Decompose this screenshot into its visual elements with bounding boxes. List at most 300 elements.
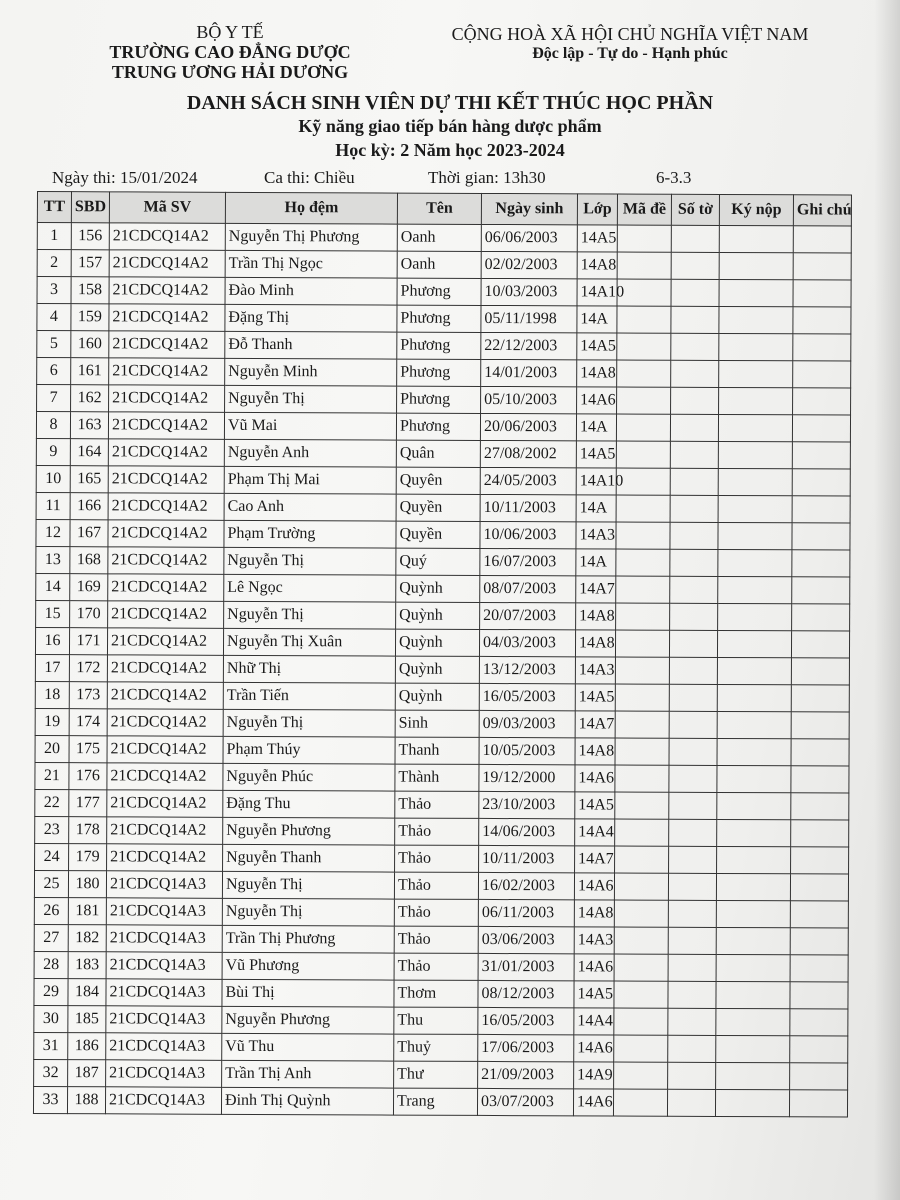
cell-lop: 14A9 xyxy=(574,1062,614,1089)
cell-so-to xyxy=(669,657,717,684)
cell-ghi-chu xyxy=(790,1009,848,1036)
cell-masv: 21CDCQ14A2 xyxy=(107,790,223,818)
cell-ky-nop xyxy=(718,468,792,495)
cell-ngaysinh: 23/10/2003 xyxy=(479,791,575,818)
cell-sbd: 173 xyxy=(69,682,107,709)
ministry-name: BỘ Y TẾ xyxy=(196,22,264,42)
cell-ten: Thơm xyxy=(394,980,478,1007)
cell-sbd: 187 xyxy=(68,1060,106,1087)
cell-so-to xyxy=(669,765,717,792)
cell-ngaysinh: 08/12/2003 xyxy=(478,980,574,1007)
cell-so-to xyxy=(671,225,719,252)
cell-tt: 14 xyxy=(36,573,70,600)
cell-ten: Quỳnh xyxy=(395,656,479,683)
cell-tt: 17 xyxy=(35,654,69,681)
cell-tt: 32 xyxy=(34,1059,68,1086)
cell-ten: Phương xyxy=(397,305,481,332)
cell-ma-de xyxy=(613,1089,667,1116)
cell-ky-nop xyxy=(716,954,790,981)
cell-ten: Thảo xyxy=(394,926,478,953)
cell-masv: 21CDCQ14A3 xyxy=(106,1060,222,1088)
cell-ky-nop xyxy=(716,1008,790,1035)
cell-so-to xyxy=(671,252,719,279)
table-row xyxy=(37,223,851,254)
cell-lop: 14A10 xyxy=(577,279,617,306)
cell-ghi-chu xyxy=(793,334,851,361)
cell-hodem: Trần Thị Anh xyxy=(222,1060,394,1088)
cell-masv: 21CDCQ14A3 xyxy=(106,1006,222,1034)
cell-so-to xyxy=(668,981,716,1008)
cell-so-to xyxy=(669,846,717,873)
cell-ky-nop xyxy=(716,927,790,954)
cell-ma-de xyxy=(614,1062,668,1089)
column-header-ma-sv: Mã SV xyxy=(109,192,225,224)
cell-ngaysinh: 03/07/2003 xyxy=(477,1088,573,1115)
cell-hodem: Nguyễn Thị xyxy=(222,871,394,899)
cell-masv: 21CDCQ14A2 xyxy=(107,628,223,656)
national-header xyxy=(420,24,840,64)
table-row xyxy=(36,412,850,443)
cell-tt: 23 xyxy=(35,816,69,843)
cell-ngaysinh: 14/01/2003 xyxy=(481,359,577,386)
cell-tt: 21 xyxy=(35,762,69,789)
table-row xyxy=(35,708,849,739)
cell-lop: 14A5 xyxy=(577,225,617,252)
cell-ky-nop xyxy=(717,738,791,765)
cell-ma-de xyxy=(614,954,668,981)
cell-ma-de xyxy=(617,387,671,414)
cell-masv: 21CDCQ14A2 xyxy=(109,358,225,386)
cell-ngaysinh: 10/05/2003 xyxy=(479,737,575,764)
cell-sbd: 176 xyxy=(69,763,107,790)
cell-tt: 20 xyxy=(35,735,69,762)
national-motto: Độc lập - Tự do - Hạnh phúc xyxy=(532,45,728,62)
cell-ten: Phương xyxy=(397,359,481,386)
cell-hodem: Nguyễn Thị xyxy=(225,385,397,413)
cell-ma-de xyxy=(615,846,669,873)
cell-lop: 14A3 xyxy=(575,657,615,684)
cell-ngaysinh: 06/11/2003 xyxy=(478,899,574,926)
cell-ghi-chu xyxy=(793,280,851,307)
cell-ghi-chu xyxy=(793,307,851,334)
table-row xyxy=(34,1005,848,1036)
cell-ten: Quỳnh xyxy=(396,575,480,602)
table-row xyxy=(36,600,850,631)
cell-hodem: Vũ Thu xyxy=(222,1033,394,1061)
cell-ten: Trang xyxy=(393,1088,477,1115)
cell-ky-nop xyxy=(719,225,793,252)
table-row xyxy=(36,573,850,604)
cell-sbd: 168 xyxy=(70,547,108,574)
cell-ky-nop xyxy=(719,333,793,360)
cell-ngaysinh: 20/06/2003 xyxy=(480,413,576,440)
cell-lop: 14A5 xyxy=(574,981,614,1008)
cell-hodem: Nguyễn Thanh xyxy=(223,844,395,872)
cell-hodem: Phạm Trường xyxy=(224,520,396,548)
cell-sbd: 166 xyxy=(70,493,108,520)
cell-ky-nop xyxy=(717,657,791,684)
cell-tt: 28 xyxy=(34,951,68,978)
cell-tt: 27 xyxy=(34,924,68,951)
cell-hodem: Nguyễn Minh xyxy=(225,358,397,386)
cell-lop: 14A7 xyxy=(576,576,616,603)
cell-hodem: Nguyễn Phúc xyxy=(223,763,395,791)
cell-tt: 6 xyxy=(37,358,71,385)
table-row xyxy=(33,1086,847,1117)
cell-lop: 14A xyxy=(576,414,616,441)
cell-ten: Quỳnh xyxy=(396,602,480,629)
cell-ky-nop xyxy=(718,522,792,549)
cell-tt: 16 xyxy=(35,627,69,654)
cell-sbd: 178 xyxy=(69,817,107,844)
cell-hodem: Nguyễn Anh xyxy=(224,439,396,467)
cell-lop: 14A6 xyxy=(575,765,615,792)
cell-ten: Thảo xyxy=(394,899,478,926)
column-header-sbd: SBD xyxy=(71,192,109,223)
cell-ky-nop xyxy=(719,252,793,279)
cell-so-to xyxy=(671,306,719,333)
cell-hodem: Nguyễn Thị Phương xyxy=(225,223,397,251)
cell-ngaysinh: 08/07/2003 xyxy=(480,575,576,602)
cell-sbd: 184 xyxy=(68,979,106,1006)
cell-ky-nop xyxy=(716,900,790,927)
table-body xyxy=(33,223,851,1118)
cell-ngaysinh: 19/12/2000 xyxy=(479,764,575,791)
cell-ten: Thành xyxy=(395,764,479,791)
cell-tt: 2 xyxy=(37,250,71,277)
cell-ma-de xyxy=(617,252,671,279)
table-row xyxy=(36,492,850,523)
cell-ngaysinh: 04/03/2003 xyxy=(479,629,575,656)
cell-ten: Quyền xyxy=(396,494,480,521)
cell-ten: Thu xyxy=(394,1007,478,1034)
cell-masv: 21CDCQ14A2 xyxy=(109,223,225,251)
cell-ghi-chu xyxy=(791,793,849,820)
cell-ky-nop xyxy=(716,1035,790,1062)
cell-ten: Quỳnh xyxy=(395,683,479,710)
cell-ghi-chu xyxy=(793,226,851,253)
cell-tt: 26 xyxy=(34,897,68,924)
cell-ma-de xyxy=(615,657,669,684)
cell-ghi-chu xyxy=(790,955,848,982)
ministry-header xyxy=(100,22,360,82)
cell-ngaysinh: 16/02/2003 xyxy=(478,872,574,899)
cell-so-to xyxy=(670,414,718,441)
cell-tt: 4 xyxy=(37,304,71,331)
cell-tt: 22 xyxy=(35,789,69,816)
cell-ma-de xyxy=(616,549,670,576)
cell-ten: Thảo xyxy=(394,953,478,980)
table-row xyxy=(34,897,848,928)
cell-so-to xyxy=(670,495,718,522)
cell-sbd: 183 xyxy=(68,952,106,979)
cell-ky-nop xyxy=(718,576,792,603)
cell-tt: 19 xyxy=(35,708,69,735)
column-header-ma-de: Mã đề xyxy=(617,194,671,225)
cell-hodem: Phạm Thị Mai xyxy=(224,466,396,494)
cell-ten: Thảo xyxy=(395,791,479,818)
cell-hodem: Vũ Phương xyxy=(222,952,394,980)
column-header-ky-nop: Ký nộp xyxy=(719,194,793,225)
cell-lop: 14A7 xyxy=(575,711,615,738)
cell-ten: Phương xyxy=(397,278,481,305)
cell-so-to xyxy=(668,954,716,981)
cell-masv: 21CDCQ14A3 xyxy=(106,979,222,1007)
cell-sbd: 177 xyxy=(69,790,107,817)
cell-ma-de xyxy=(616,522,670,549)
cell-lop: 14A4 xyxy=(575,819,615,846)
cell-hodem: Lê Ngọc xyxy=(224,574,396,602)
cell-lop: 14A xyxy=(576,549,616,576)
cell-ky-nop xyxy=(716,873,790,900)
cell-ngaysinh: 21/09/2003 xyxy=(478,1061,574,1088)
cell-lop: 14A5 xyxy=(576,441,616,468)
cell-ten: Phương xyxy=(396,413,480,440)
cell-lop: 14A7 xyxy=(575,846,615,873)
cell-ngaysinh: 10/03/2003 xyxy=(481,278,577,305)
cell-masv: 21CDCQ14A2 xyxy=(109,277,225,305)
table-row xyxy=(37,358,851,389)
table-row xyxy=(37,250,851,281)
cell-ngaysinh: 20/07/2003 xyxy=(480,602,576,629)
cell-so-to xyxy=(668,1062,716,1089)
cell-sbd: 156 xyxy=(71,223,109,250)
cell-tt: 13 xyxy=(36,546,70,573)
cell-masv: 21CDCQ14A3 xyxy=(106,925,222,953)
cell-sbd: 175 xyxy=(69,736,107,763)
cell-hodem: Đặng Thị xyxy=(225,304,397,332)
cell-ghi-chu xyxy=(790,982,848,1009)
column-header-ngay-sinh: Ngày sinh xyxy=(481,193,577,224)
cell-sbd: 181 xyxy=(68,898,106,925)
cell-sbd: 160 xyxy=(71,331,109,358)
cell-sbd: 161 xyxy=(71,358,109,385)
cell-ma-de xyxy=(615,738,669,765)
table-row xyxy=(35,789,849,820)
cell-lop: 14A xyxy=(577,306,617,333)
cell-ten: Sinh xyxy=(395,710,479,737)
table-row xyxy=(35,654,849,685)
cell-ky-nop xyxy=(715,1089,789,1116)
cell-hodem: Trần Thị Phương xyxy=(222,925,394,953)
cell-masv: 21CDCQ14A2 xyxy=(108,466,224,494)
cell-ten: Phương xyxy=(397,332,481,359)
cell-sbd: 172 xyxy=(69,655,107,682)
table-row xyxy=(35,681,849,712)
cell-ten: Thảo xyxy=(395,818,479,845)
column-header-ho-dem: Họ đệm xyxy=(225,192,397,224)
cell-ngaysinh: 16/05/2003 xyxy=(479,683,575,710)
cell-ngaysinh: 27/08/2002 xyxy=(480,440,576,467)
cell-ky-nop xyxy=(716,1062,790,1089)
cell-ma-de xyxy=(616,441,670,468)
cell-sbd: 164 xyxy=(70,439,108,466)
table-row xyxy=(35,762,849,793)
cell-hodem: Cao Anh xyxy=(224,493,396,521)
cell-ghi-chu xyxy=(790,874,848,901)
cell-ghi-chu xyxy=(791,631,849,658)
cell-ghi-chu xyxy=(791,766,849,793)
cell-ngaysinh: 17/06/2003 xyxy=(478,1034,574,1061)
cell-ten: Thảo xyxy=(395,845,479,872)
cell-ghi-chu xyxy=(792,469,850,496)
cell-ngaysinh: 24/05/2003 xyxy=(480,467,576,494)
cell-so-to xyxy=(670,603,718,630)
column-header-lop: Lớp xyxy=(577,194,617,225)
cell-hodem: Nguyễn Thị xyxy=(224,547,396,575)
cell-ten: Quyền xyxy=(396,521,480,548)
table-row xyxy=(34,924,848,955)
cell-hodem: Nguyễn Thị Xuân xyxy=(223,628,395,656)
cell-ghi-chu xyxy=(792,577,850,604)
cell-lop: 14A xyxy=(576,495,616,522)
table-row xyxy=(35,816,849,847)
cell-ghi-chu xyxy=(792,442,850,469)
table-row xyxy=(37,304,851,335)
cell-ghi-chu xyxy=(791,847,849,874)
cell-ten: Thảo xyxy=(394,872,478,899)
cell-ngaysinh: 05/10/2003 xyxy=(481,386,577,413)
cell-ghi-chu xyxy=(792,604,850,631)
cell-ghi-chu xyxy=(792,523,850,550)
cell-masv: 21CDCQ14A2 xyxy=(107,736,223,764)
cell-ghi-chu xyxy=(793,361,851,388)
cell-ma-de xyxy=(617,333,671,360)
cell-lop: 14A4 xyxy=(574,1008,614,1035)
cell-ghi-chu xyxy=(791,658,849,685)
cell-lop: 14A8 xyxy=(575,738,615,765)
cell-sbd: 171 xyxy=(69,628,107,655)
cell-masv: 21CDCQ14A2 xyxy=(107,655,223,683)
cell-ten: Thanh xyxy=(395,737,479,764)
table-row xyxy=(34,978,848,1009)
cell-ghi-chu xyxy=(793,253,851,280)
cell-tt: 33 xyxy=(33,1086,67,1113)
cell-so-to xyxy=(671,279,719,306)
cell-ghi-chu xyxy=(790,901,848,928)
cell-masv: 21CDCQ14A2 xyxy=(108,574,224,602)
cell-hodem: Nguyễn Thị xyxy=(224,601,396,629)
column-header-ten: Tên xyxy=(397,193,481,224)
table-row xyxy=(37,385,851,416)
cell-so-to xyxy=(671,360,719,387)
cell-ky-nop xyxy=(717,630,791,657)
cell-so-to xyxy=(669,819,717,846)
cell-hodem: Đào Minh xyxy=(225,277,397,305)
cell-tt: 10 xyxy=(36,465,70,492)
cell-ma-de xyxy=(614,873,668,900)
cell-so-to xyxy=(670,549,718,576)
cell-sbd: 185 xyxy=(68,1006,106,1033)
cell-hodem: Nguyễn Thị xyxy=(222,898,394,926)
cell-masv: 21CDCQ14A2 xyxy=(109,385,225,413)
cell-ma-de xyxy=(617,360,671,387)
cell-so-to xyxy=(669,711,717,738)
table-row xyxy=(34,951,848,982)
exam-date: Ngày thi: 15/01/2024 xyxy=(52,168,198,187)
table-row xyxy=(35,843,849,874)
cell-ky-nop xyxy=(719,387,793,414)
table-row xyxy=(34,1059,848,1090)
cell-ky-nop xyxy=(719,279,793,306)
cell-sbd: 157 xyxy=(71,250,109,277)
cell-tt: 9 xyxy=(36,438,70,465)
cell-masv: 21CDCQ14A3 xyxy=(106,952,222,980)
cell-lop: 14A8 xyxy=(574,900,614,927)
cell-so-to xyxy=(671,387,719,414)
exam-time: Thời gian: 13h30 xyxy=(428,168,546,187)
cell-hodem: Nguyễn Phương xyxy=(223,817,395,845)
cell-masv: 21CDCQ14A2 xyxy=(108,439,224,467)
cell-ky-nop xyxy=(718,441,792,468)
cell-ngaysinh: 16/05/2003 xyxy=(478,1007,574,1034)
cell-lop: 14A8 xyxy=(575,630,615,657)
cell-ky-nop xyxy=(717,765,791,792)
cell-hodem: Đinh Thị Quỳnh xyxy=(221,1087,393,1115)
cell-ten: Thư xyxy=(394,1061,478,1088)
cell-ma-de xyxy=(616,468,670,495)
cell-masv: 21CDCQ14A2 xyxy=(107,844,223,872)
cell-ten: Quân xyxy=(396,440,480,467)
cell-ghi-chu xyxy=(791,820,849,847)
cell-tt: 5 xyxy=(37,331,71,358)
column-header-tt: TT xyxy=(37,192,71,223)
cell-ghi-chu xyxy=(792,550,850,577)
cell-ky-nop xyxy=(717,792,791,819)
table-row xyxy=(35,735,849,766)
cell-so-to xyxy=(669,684,717,711)
cell-lop: 14A6 xyxy=(573,1089,613,1116)
cell-hodem: Nguyễn Phương xyxy=(222,1006,394,1034)
cell-hodem: Bùi Thị xyxy=(222,979,394,1007)
cell-ma-de xyxy=(614,1008,668,1035)
cell-ky-nop xyxy=(716,981,790,1008)
cell-ngaysinh: 03/06/2003 xyxy=(478,926,574,953)
cell-hodem: Nguyễn Thị xyxy=(223,709,395,737)
cell-sbd: 170 xyxy=(70,601,108,628)
cell-sbd: 163 xyxy=(70,412,108,439)
cell-ma-de xyxy=(615,711,669,738)
exam-room: 6-3.3 xyxy=(656,168,692,187)
cell-masv: 21CDCQ14A2 xyxy=(108,547,224,575)
cell-ma-de xyxy=(615,630,669,657)
cell-ma-de xyxy=(617,306,671,333)
cell-lop: 14A3 xyxy=(574,927,614,954)
cell-so-to xyxy=(670,576,718,603)
cell-ky-nop xyxy=(718,603,792,630)
cell-ngaysinh: 22/12/2003 xyxy=(481,332,577,359)
school-name-line2: TRUNG ƯƠNG HẢI DƯƠNG xyxy=(111,62,349,82)
cell-sbd: 158 xyxy=(71,277,109,304)
cell-sbd: 188 xyxy=(67,1087,105,1114)
cell-ngaysinh: 10/06/2003 xyxy=(480,521,576,548)
cell-ky-nop xyxy=(719,306,793,333)
cell-ngaysinh: 14/06/2003 xyxy=(479,818,575,845)
cell-tt: 18 xyxy=(35,681,69,708)
cell-ghi-chu xyxy=(790,1063,848,1090)
cell-tt: 8 xyxy=(36,412,70,439)
cell-ghi-chu xyxy=(791,685,849,712)
cell-masv: 21CDCQ14A3 xyxy=(105,1087,221,1115)
cell-so-to xyxy=(668,927,716,954)
cell-ma-de xyxy=(615,765,669,792)
cell-ngaysinh: 10/11/2003 xyxy=(479,845,575,872)
cell-ghi-chu xyxy=(790,928,848,955)
cell-masv: 21CDCQ14A2 xyxy=(109,331,225,359)
cell-lop: 14A6 xyxy=(574,1035,614,1062)
cell-ma-de xyxy=(614,1035,668,1062)
cell-hodem: Vũ Mai xyxy=(224,412,396,440)
